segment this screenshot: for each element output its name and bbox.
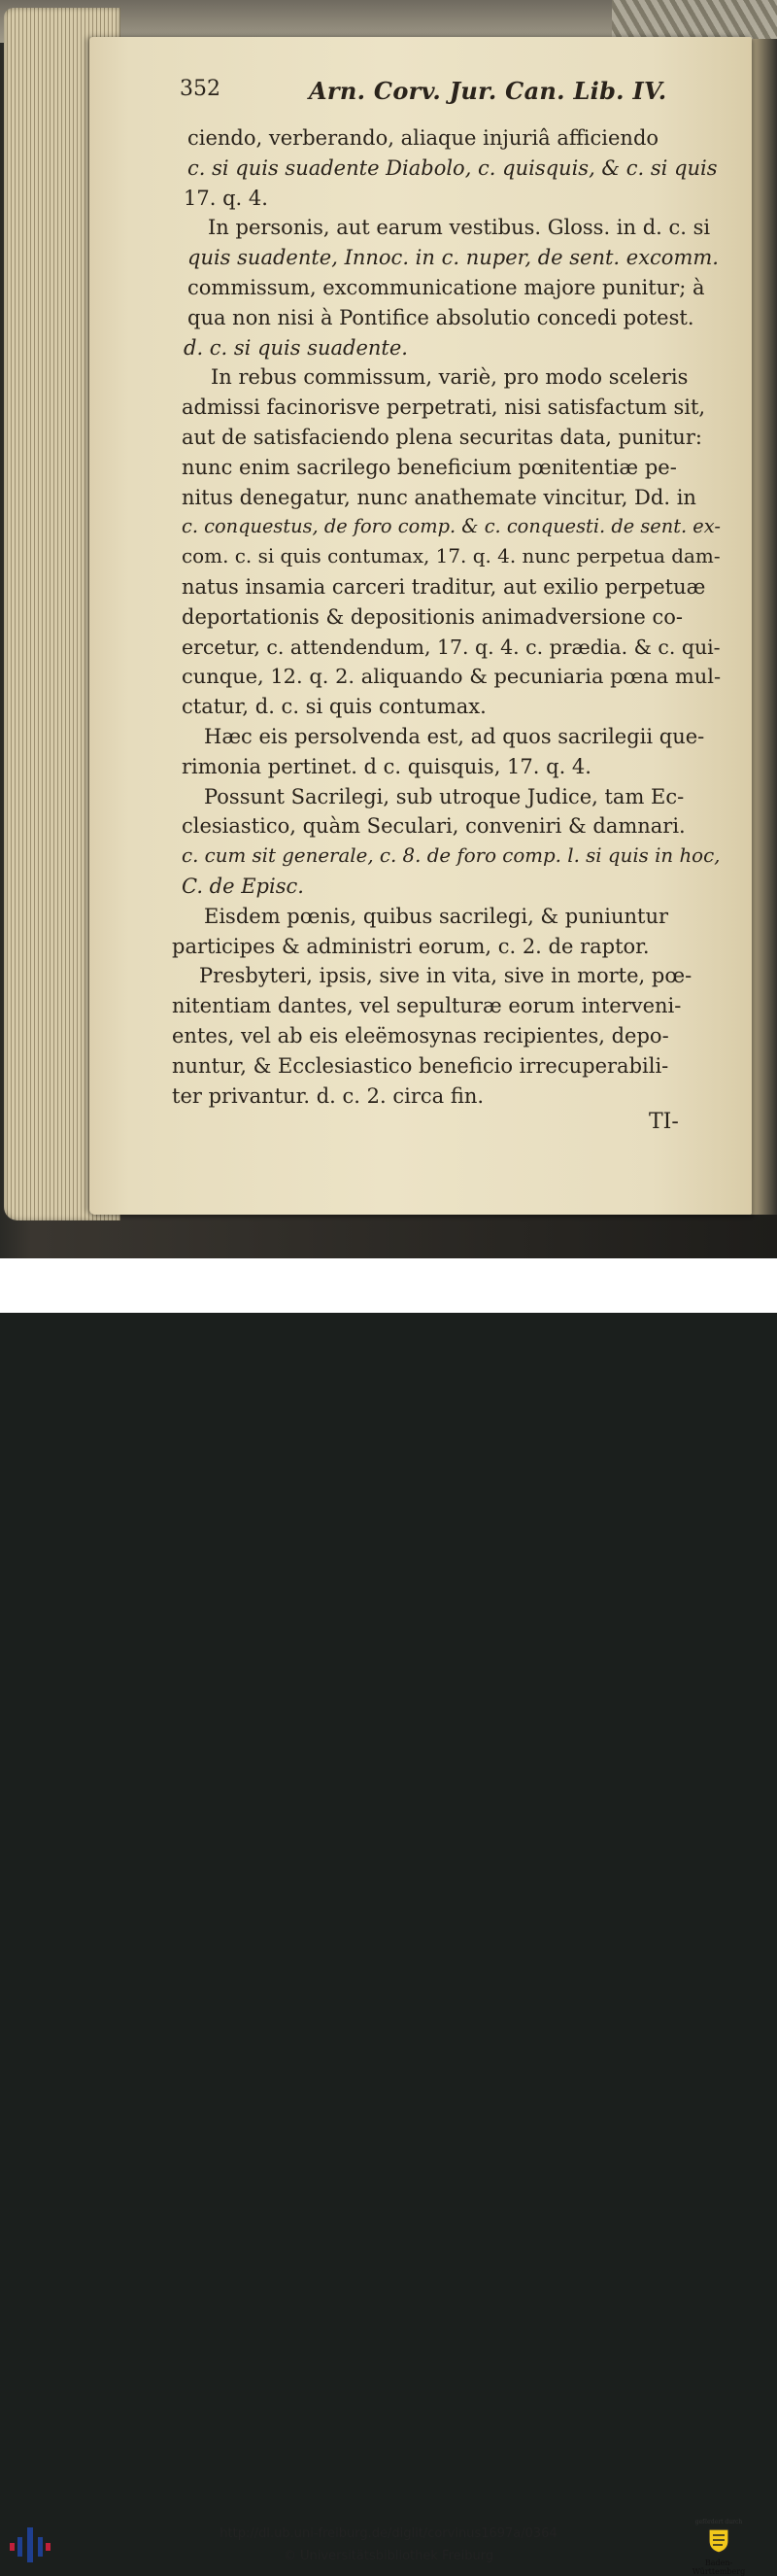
text-line: clesiastico, quàm Seculari, conveniri & damnari. <box>182 814 686 838</box>
text-line: nitentiam dantes, vel sepulturæ eorum interveni- <box>172 994 682 1017</box>
permalink-url[interactable]: http://dl.ub.uni-freiburg.de/diglit/corvinus1697a/0364 <box>220 2526 557 2541</box>
text-line: cunque, 12. q. 2. aliquando & pecuniaria pœna mul- <box>182 665 722 688</box>
text-line: Eisdem pœnis, quibus sacrilegi, & puniuntur <box>204 905 669 928</box>
text-line: Hæc eis persolvenda est, ad quos sacrilegii que- <box>204 725 705 748</box>
copyright-notice: © Universitätsbibliothek Freiburg <box>283 2549 494 2563</box>
running-head: Arn. Corv. Jur. Can. Lib. IV. <box>309 77 667 105</box>
catchword: TI- <box>649 1110 679 1134</box>
text-line: natus insamia carceri traditur, aut exilio perpetuæ <box>182 575 706 599</box>
text-line: C. de Episc. <box>182 875 304 898</box>
text-line: qua non nisi à Pontifice absolutio concedi potest. <box>187 306 694 329</box>
text-line: nuntur, & Ecclesiastico beneficio irrecuperabili- <box>172 1054 669 1078</box>
text-line: Presbyteri, ipsis, sive in vita, sive in morte, pœ- <box>199 964 693 987</box>
text-line: ciendo, verberando, aliaque injuriâ afficiendo <box>187 126 659 150</box>
text-line: 17. q. 4. <box>184 187 268 210</box>
viewer-footer <box>0 1258 777 2576</box>
text-line: c. cum sit generale, c. 8. de foro comp. l. si quis in hoc, <box>182 844 721 867</box>
sponsor-label: gefördert durch <box>694 2519 743 2525</box>
text-line: deportationis & depositionis animadversione co- <box>182 605 683 629</box>
text-line: d. c. si quis suadente. <box>184 336 408 360</box>
text-line: c. conquestus, de foro comp. & c. conquesti. de sent. ex- <box>182 515 721 537</box>
text-line: ctatur, d. c. si quis contumax. <box>182 695 487 718</box>
text-line: In rebus commissum, variè, pro modo sceleris <box>211 365 689 389</box>
text-line: commissum, excommunicatione majore punitur; à <box>187 276 705 299</box>
sponsor-name: Baden-Württemberg <box>692 2559 746 2576</box>
sponsor-logo <box>688 2519 750 2576</box>
text-line: aut de satisfaciendo plena securitas data, punitur: <box>182 426 702 449</box>
text-line: ter privantur. d. c. 2. circa fin. <box>172 1084 485 1108</box>
text-line: participes & administri eorum, c. 2. de raptor. <box>172 935 650 958</box>
text-line: quis suadente, Innoc. in c. nuper, de sent. excomm. <box>187 246 719 269</box>
coat-of-arms-icon <box>704 2525 733 2555</box>
text-line: nunc enim sacrilego beneficium pœnitentiæ pe- <box>182 456 677 479</box>
binding-ornament <box>612 0 777 41</box>
book-scan <box>0 0 777 1258</box>
text-line: In personis, aut earum vestibus. Gloss. in d. c. si <box>208 216 711 239</box>
text-line: rimonia pertinet. d c. quisquis, 17. q. 4. <box>182 755 591 778</box>
text-line: Possunt Sacrilegi, sub utroque Judice, tam Ec- <box>204 785 685 808</box>
text-line: nitus denegatur, nunc anathemate vincitur, Dd. in <box>182 486 696 509</box>
text-line: c. si quis suadente Diabolo, c. quisquis, & c. si quis <box>187 156 718 180</box>
text-line: entes, vel ab eis eleëmosynas recipientes, depo- <box>172 1024 669 1048</box>
text-line: ercetur, c. attendendum, 17. q. 4. c. prædia. & c. qui- <box>182 635 721 659</box>
text-line: com. c. si quis contumax, 17. q. 4. nunc perpetua dam- <box>182 544 721 567</box>
text-line: admissi facinorisve perpetrati, nisi satisfactum sit, <box>182 395 706 419</box>
page-number: 352 <box>180 77 220 101</box>
